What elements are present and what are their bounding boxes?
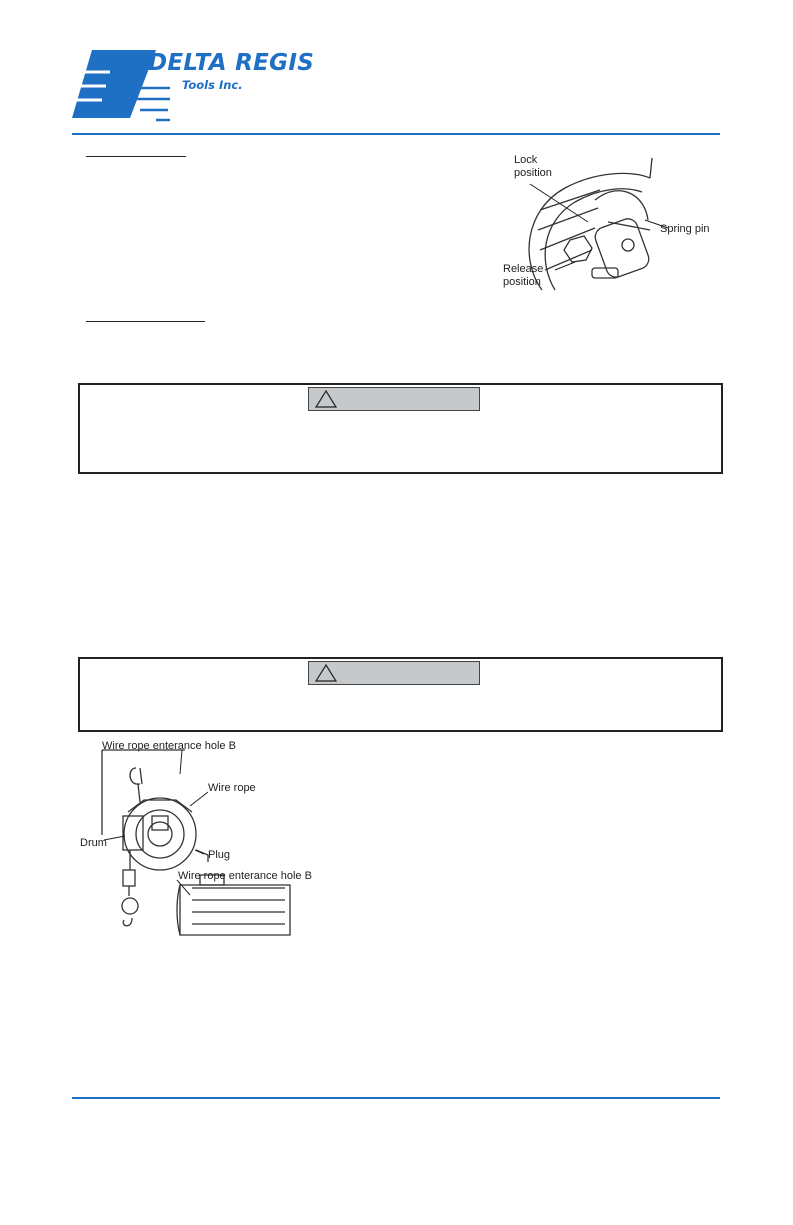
warning-triangle-icon [314, 389, 338, 409]
warning-banner [308, 661, 480, 685]
company-logo [70, 48, 315, 124]
lock-figure [500, 150, 730, 295]
balancer-drum-illustration-icon [80, 740, 310, 940]
section-heading-underline [86, 156, 186, 157]
entrance-hole-bottom-label: Wire rope enterance hole B [178, 870, 312, 882]
header-divider [72, 133, 720, 135]
logo-brand-text: DELTA REGIS [148, 50, 315, 76]
section-heading-underline [86, 321, 205, 322]
warning-triangle-icon [314, 663, 338, 683]
warning-box [78, 383, 723, 474]
entrance-hole-top-label: Wire rope enterance hole B [102, 740, 236, 752]
wire-rope-label: Wire rope [208, 782, 256, 794]
logo-subtitle-text: Tools Inc. [182, 78, 243, 92]
warning-box [78, 657, 723, 732]
footer-divider [72, 1097, 720, 1099]
drum-label: Drum [80, 837, 107, 849]
drum-figure [80, 740, 310, 940]
plug-label: Plug [208, 849, 231, 861]
warning-banner [308, 387, 480, 411]
lock-position-label: Lock position [514, 154, 552, 179]
spring-pin-label: Spring pin [660, 223, 710, 235]
release-position-label: Release position [503, 263, 544, 288]
